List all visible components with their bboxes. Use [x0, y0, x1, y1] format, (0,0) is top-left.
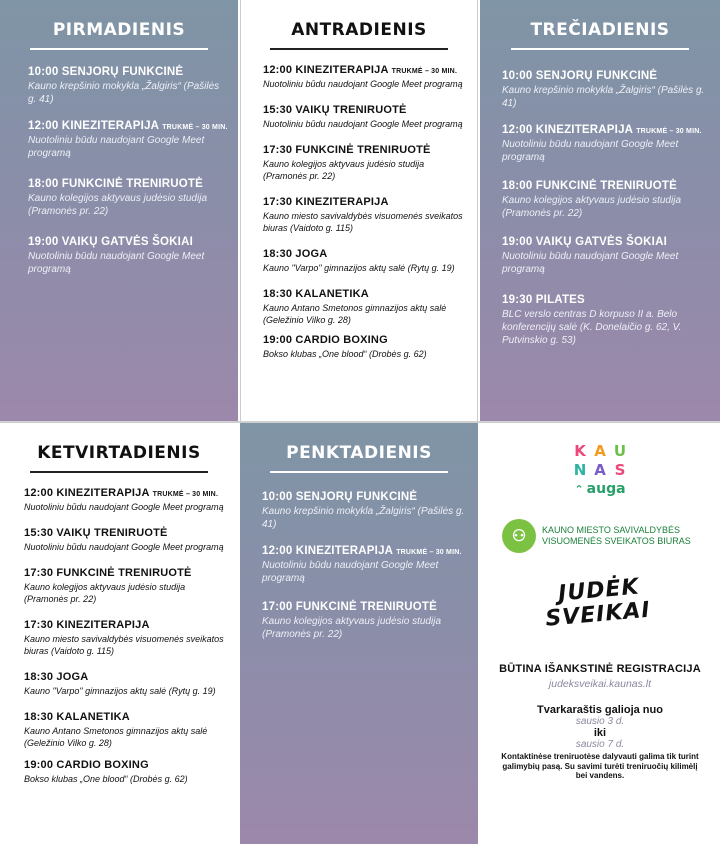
- entry-title: 18:30 JOGA: [24, 670, 89, 683]
- entries-list: [0, 66, 238, 276]
- list-item: [24, 527, 230, 553]
- title-divider: [270, 48, 448, 50]
- day-panel-thursday: [0, 423, 238, 844]
- notice-text: Kontaktinėse treniruotėse dalyvauti galima tik turint galimybių pasą. Su savimi turėti treniruočių kilimėlį bei vandens.: [501, 752, 699, 780]
- entry-title: 19:00 CARDIO BOXING: [263, 333, 388, 346]
- list-item: [262, 491, 470, 531]
- entry-title: 19:00 VAIKŲ GATVĖS ŠOKIAI: [502, 235, 667, 248]
- entry-duration: TRUKMĖ – 30 MIN.: [636, 127, 702, 135]
- entry-title: 10:00 SENJORŲ FUNKCINĖ: [502, 69, 658, 82]
- entry-desc: Nuotoliniu būdu naudojant Google Meet programą: [262, 559, 439, 584]
- entry-desc: Kauno kolegijos aktyvaus judėsio studija (Pramonės pr. 22): [262, 615, 441, 640]
- entry-desc: Kauno krepšinio mokykla „Žalgiris“ (Pašilės g. 41): [262, 505, 465, 530]
- list-item: [24, 711, 230, 749]
- list-item: [263, 104, 469, 130]
- kaunas-auga-logo: [568, 443, 632, 497]
- list-item: [28, 66, 230, 106]
- day-panel-friday: [240, 423, 478, 844]
- entry-desc: Kauno kolegijos aktyvaus judėsio studija (Pramonės pr. 22): [502, 194, 681, 219]
- day-title: PIRMADIENIS: [52, 20, 186, 40]
- entry-desc: Nuotoliniu būdu naudojant Google Meet programą: [24, 501, 224, 512]
- list-item: [502, 236, 712, 276]
- entry-title: 15:30 VAIKŲ TRENIRUOTĖ: [24, 526, 168, 539]
- list-item: [24, 567, 230, 605]
- entry-title: 18:30 JOGA: [263, 247, 328, 260]
- list-item: [262, 545, 470, 585]
- date-separator: iki: [593, 727, 607, 739]
- entry-title: 10:00 SENJORŲ FUNKCINĖ: [262, 490, 418, 503]
- entry-title: 17:30 KINEZITERAPIJA: [24, 618, 150, 631]
- entry-title: 18:30 KALANETIKA: [24, 710, 130, 723]
- list-item: [263, 64, 469, 90]
- entry-desc: Nuotoliniu būdu naudojant Google Meet programą: [263, 78, 463, 89]
- day-title: TREČIADIENIS: [530, 20, 670, 40]
- judek-sveikai-logo: JUDĖK SVEIKAI: [544, 574, 652, 632]
- entry-desc: Bokso klubas „One blood“ (Drobės g. 62): [263, 348, 427, 359]
- list-item: [24, 487, 230, 513]
- title-divider: [30, 471, 208, 473]
- people-icon: ⚇: [502, 519, 536, 553]
- entry-desc: Nuotoliniu būdu naudojant Google Meet programą: [28, 250, 205, 275]
- entry-desc: Bokso klubas „One blood“ (Drobės g. 62): [24, 773, 188, 784]
- entry-desc: Kauno Antano Smetonos gimnazijos aktų salė (Geležinio Vilko g. 28): [263, 302, 447, 325]
- entries-list: [241, 64, 477, 360]
- entry-desc: Nuotoliniu būdu naudojant Google Meet programą: [502, 138, 679, 163]
- list-item: [24, 671, 230, 697]
- list-item: [502, 70, 712, 110]
- entry-title: 15:30 VAIKŲ TRENIRUOTĖ: [263, 103, 407, 116]
- entry-title: 17:30 FUNKCINĖ TRENIRUOTĖ: [263, 143, 431, 156]
- entry-title: 12:00 KINEZITERAPIJA TRUKMĖ – 30 MIN.: [28, 119, 228, 132]
- entry-duration: TRUKMĖ – 30 MIN.: [162, 123, 228, 131]
- list-item: [263, 144, 469, 182]
- list-item: [28, 178, 230, 218]
- entry-duration: TRUKMĖ – 30 MIN.: [396, 548, 462, 556]
- chevron-up-icon: ⌃: [574, 483, 584, 496]
- entry-desc: Nuotoliniu būdu naudojant Google Meet programą: [502, 250, 679, 275]
- list-item: [262, 601, 470, 641]
- list-item: [28, 120, 230, 160]
- entry-title: 10:00 SENJORŲ FUNKCINĖ: [28, 65, 184, 78]
- entry-title: 19:30 PILATES: [502, 293, 585, 306]
- date-to: sausio 7 d.: [575, 739, 625, 750]
- list-item: [502, 180, 712, 220]
- entry-desc: Nuotoliniu būdu naudojant Google Meet programą: [24, 541, 224, 552]
- entry-title: 12:00 KINEZITERAPIJA TRUKMĖ – 30 MIN.: [24, 486, 219, 499]
- entry-desc: Kauno kolegijos aktyvaus judėsio studija (Pramonės pr. 22): [263, 158, 425, 181]
- entries-list: [0, 487, 238, 785]
- entry-title: 12:00 KINEZITERAPIJA TRUKMĖ – 30 MIN.: [502, 123, 702, 136]
- registration-link[interactable]: judeksveikai.kaunas.lt: [548, 678, 652, 690]
- entry-desc: Nuotoliniu būdu naudojant Google Meet programą: [28, 134, 205, 159]
- list-item: [263, 288, 469, 326]
- list-item: [24, 759, 230, 785]
- entry-desc: Kauno miesto savivaldybės visuomenės sveikatos biuras (Vaidoto g. 115): [24, 633, 224, 656]
- auga-wordmark: ⌃ auga: [574, 481, 626, 497]
- list-item: [263, 248, 469, 274]
- entry-desc: Kauno "Varpo" gimnazijos aktų salė (Rytų g. 19): [24, 685, 216, 696]
- registration-title: BŪTINA IŠANKSTINĖ REGISTRACIJA: [499, 663, 701, 675]
- vsb-logo: [502, 519, 720, 553]
- list-item: [28, 236, 230, 276]
- list-item: [263, 196, 469, 234]
- date-from: sausio 3 d.: [575, 716, 625, 727]
- kaunas-letters: K A U N A S: [573, 442, 627, 479]
- vsb-text: KAUNO MIESTO SAVIVALDYBĖS VISUOMENĖS SVEIKATOS BIURAS: [542, 525, 691, 546]
- entry-desc: Kauno krepšinio mokykla „Žalgiris“ (Pašilės g. 41): [502, 84, 705, 109]
- title-divider: [270, 471, 448, 473]
- entry-title: 18:00 FUNKCINĖ TRENIRUOTĖ: [502, 179, 677, 192]
- day-panel-tuesday: [240, 0, 478, 421]
- day-panel-wednesday: [480, 0, 720, 421]
- title-divider: [30, 48, 208, 50]
- entry-desc: Kauno miesto savivaldybės visuomenės sveikatos biuras (Vaidoto g. 115): [263, 210, 463, 233]
- day-title: PENKTADIENIS: [286, 443, 432, 463]
- list-item: [502, 124, 712, 164]
- entry-title: 17:00 FUNKCINĖ TRENIRUOTĖ: [262, 600, 437, 613]
- entry-title: 19:00 VAIKŲ GATVĖS ŠOKIAI: [28, 235, 193, 248]
- entry-duration: TRUKMĖ – 30 MIN.: [152, 490, 219, 498]
- entry-desc: Kauno kolegijos aktyvaus judėsio studija (Pramonės pr. 22): [24, 581, 186, 604]
- entry-duration: TRUKMĖ – 30 MIN.: [391, 67, 458, 75]
- entry-title: 18:00 FUNKCINĖ TRENIRUOTĖ: [28, 177, 203, 190]
- day-title: ANTRADIENIS: [291, 20, 427, 40]
- list-item: [263, 334, 469, 360]
- entry-desc: Kauno kolegijos aktyvaus judėsio studija (Pramonės pr. 22): [28, 192, 207, 217]
- entry-title: 12:00 KINEZITERAPIJA TRUKMĖ – 30 MIN.: [263, 63, 458, 76]
- day-panel-monday: [0, 0, 238, 421]
- entry-title: 19:00 CARDIO BOXING: [24, 758, 149, 771]
- list-item: [502, 294, 712, 347]
- entry-title: 18:30 KALANETIKA: [263, 287, 369, 300]
- entry-title: 17:30 KINEZITERAPIJA: [263, 195, 389, 208]
- title-divider: [511, 48, 689, 50]
- info-panel: [480, 423, 720, 844]
- valid-label: Tvarkaraštis galioja nuo: [537, 704, 663, 716]
- entries-list: [480, 70, 720, 347]
- list-item: [24, 619, 230, 657]
- entry-desc: BLC verslo centras D korpuso II a. Belo konferencijų salė (K. Donelaičio g. 62, V. Putvinskio g. 53): [502, 308, 682, 346]
- entry-desc: Nuotoliniu būdu naudojant Google Meet programą: [263, 118, 463, 129]
- day-title: KETVIRTADIENIS: [37, 443, 201, 463]
- entry-title: 17:30 FUNKCINĖ TRENIRUOTĖ: [24, 566, 192, 579]
- entries-list: [240, 491, 478, 641]
- entry-desc: Kauno krepšinio mokykla „Žalgiris“ (Pašilės g. 41): [28, 80, 220, 105]
- entry-desc: Kauno "Varpo" gimnazijos aktų salė (Rytų g. 19): [263, 262, 455, 273]
- entry-desc: Kauno Antano Smetonos gimnazijos aktų salė (Geležinio Vilko g. 28): [24, 725, 208, 748]
- entry-title: 12:00 KINEZITERAPIJA TRUKMĖ – 30 MIN.: [262, 544, 462, 557]
